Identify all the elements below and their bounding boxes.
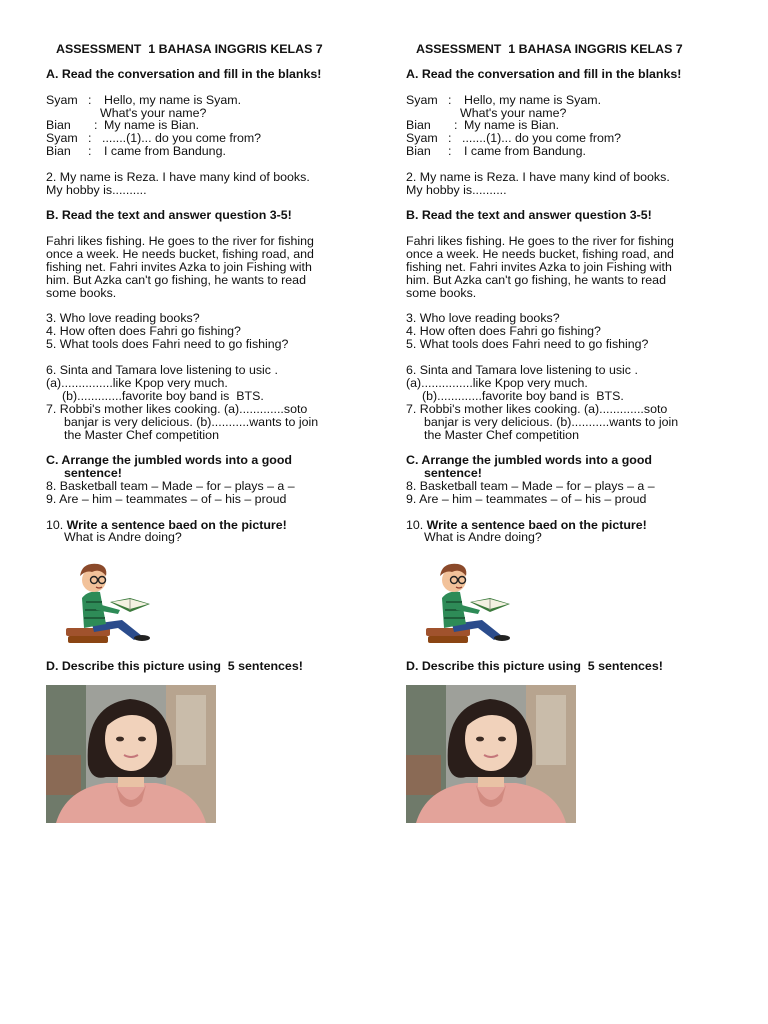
woman-portrait-photo: [46, 685, 216, 823]
question-10-number: 10.: [406, 518, 427, 532]
boy-reading-illustration: [64, 558, 156, 646]
dialog-text: .......(1)... do you come from?: [462, 131, 622, 145]
colon: :: [94, 118, 98, 132]
dialog-text: What's your name?: [460, 106, 567, 120]
question-10-instruction: Write a sentence baed on the picture!: [66, 518, 287, 532]
dialog-line: [406, 131, 621, 145]
question-4: 4. How often does Fahri go fishing?: [406, 324, 601, 338]
passage-line: fishing net. Fahri invites Azka to join Fishing with: [406, 260, 672, 274]
question-6b: (b).............favorite boy band is BTS.: [62, 389, 264, 403]
speaker: Bian: [406, 118, 431, 132]
question-2: 2. My name is Reza. I have many kind of books.: [46, 170, 310, 184]
question-3: 3. Who love reading books?: [46, 311, 200, 325]
section-c-heading-cont: sentence!: [424, 466, 482, 480]
question-10-number: 10.: [46, 518, 67, 532]
question-6b: (b).............favorite boy band is BTS.: [422, 389, 624, 403]
question-2-blank: My hobby is..........: [406, 183, 507, 197]
colon: :: [88, 93, 92, 107]
passage-line: fishing net. Fahri invites Azka to join Fishing with: [46, 260, 312, 274]
colon: :: [448, 93, 452, 107]
question-3: 3. Who love reading books?: [406, 311, 560, 325]
question-7-cont: the Master Chef competition: [64, 428, 219, 442]
passage-line: once a week. He needs bucket, fishing road, and: [406, 247, 674, 261]
colon: :: [88, 131, 92, 145]
boy-reading-illustration: [424, 558, 516, 646]
question-9: 9. Are – him – teammates – of – his – proud: [46, 492, 287, 506]
section-d-heading: D. Describe this picture using 5 sentences!: [406, 659, 663, 673]
question-7-cont: banjar is very delicious. (b)...........wants to join: [424, 415, 679, 429]
worksheet-title: ASSESSMENT 1 BAHASA INGGRIS KELAS 7: [416, 42, 683, 56]
passage-line: once a week. He needs bucket, fishing road, and: [46, 247, 314, 261]
dialog-text: Hello, my name is Syam.: [464, 93, 602, 107]
section-b-heading: B. Read the text and answer question 3-5!: [46, 208, 292, 222]
question-10-prompt: What is Andre doing?: [424, 530, 542, 544]
passage-line: some books.: [406, 286, 477, 300]
question-4: 4. How often does Fahri go fishing?: [46, 324, 241, 338]
worksheet-title: ASSESSMENT 1 BAHASA INGGRIS KELAS 7: [56, 42, 323, 56]
speaker: Syam: [406, 131, 438, 145]
colon: :: [448, 144, 452, 158]
speaker: Bian: [406, 144, 431, 158]
passage-line: Fahri likes fishing. He goes to the river for fishing: [406, 234, 674, 248]
question-6a: (a)...............like Kpop very much.: [46, 376, 228, 390]
question-10-prompt: What is Andre doing?: [64, 530, 182, 544]
speaker: Syam: [46, 131, 78, 145]
dialog-line: [46, 118, 199, 132]
dialog-text: .......(1)... do you come from?: [102, 131, 262, 145]
question-6a: (a)...............like Kpop very much.: [406, 376, 588, 390]
dialog-text: My name is Bian.: [464, 118, 560, 132]
section-a-heading: A. Read the conversation and fill in the blanks!: [406, 67, 682, 81]
colon: :: [88, 144, 92, 158]
dialog-text: Hello, my name is Syam.: [104, 93, 242, 107]
dialog-line: [46, 144, 226, 158]
colon: :: [448, 131, 452, 145]
section-d-heading: D. Describe this picture using 5 sentences!: [46, 659, 303, 673]
question-2-blank: My hobby is..........: [46, 183, 147, 197]
dialog-line: [406, 118, 559, 132]
speaker: Syam: [46, 93, 78, 107]
question-6: 6. Sinta and Tamara love listening to usic .: [46, 363, 278, 377]
speaker: Bian: [46, 118, 71, 132]
dialog-line: [46, 131, 261, 145]
section-c-heading: C. Arrange the jumbled words into a good: [406, 453, 652, 467]
question-7: 7. Robbi's mother likes cooking. (a).............soto: [46, 402, 308, 416]
dialog-line: [406, 144, 586, 158]
passage-line: him. But Azka can't go fishing, he wants to read: [46, 273, 306, 287]
question-9: 9. Are – him – teammates – of – his – proud: [406, 492, 647, 506]
dialog-line: [46, 93, 241, 107]
section-c-heading: C. Arrange the jumbled words into a good: [46, 453, 292, 467]
woman-portrait-photo: [406, 685, 576, 823]
speaker: Syam: [406, 93, 438, 107]
speaker: Bian: [46, 144, 71, 158]
question-10-instruction: Write a sentence baed on the picture!: [426, 518, 647, 532]
passage-line: him. But Azka can't go fishing, he wants to read: [406, 273, 666, 287]
question-5: 5. What tools does Fahri need to go fishing?: [406, 337, 649, 351]
dialog-text: My name is Bian.: [104, 118, 200, 132]
dialog-text: I came from Bandung.: [464, 144, 586, 158]
dialog-text: What's your name?: [100, 106, 207, 120]
question-8: 8. Basketball team – Made – for – plays – a –: [406, 479, 655, 493]
question-8: 8. Basketball team – Made – for – plays – a –: [46, 479, 295, 493]
section-c-heading-cont: sentence!: [64, 466, 122, 480]
dialog-text: I came from Bandung.: [104, 144, 226, 158]
question-7-cont: the Master Chef competition: [424, 428, 579, 442]
question-2: 2. My name is Reza. I have many kind of books.: [406, 170, 670, 184]
dialog-line: [406, 93, 601, 107]
question-7-cont: banjar is very delicious. (b)...........wants to join: [64, 415, 319, 429]
question-7: 7. Robbi's mother likes cooking. (a).............soto: [406, 402, 668, 416]
question-6: 6. Sinta and Tamara love listening to usic .: [406, 363, 638, 377]
passage-line: Fahri likes fishing. He goes to the river for fishing: [46, 234, 314, 248]
passage-line: some books.: [46, 286, 117, 300]
colon: :: [454, 118, 458, 132]
section-a-heading: A. Read the conversation and fill in the blanks!: [46, 67, 322, 81]
section-b-heading: B. Read the text and answer question 3-5!: [406, 208, 652, 222]
question-5: 5. What tools does Fahri need to go fishing?: [46, 337, 289, 351]
